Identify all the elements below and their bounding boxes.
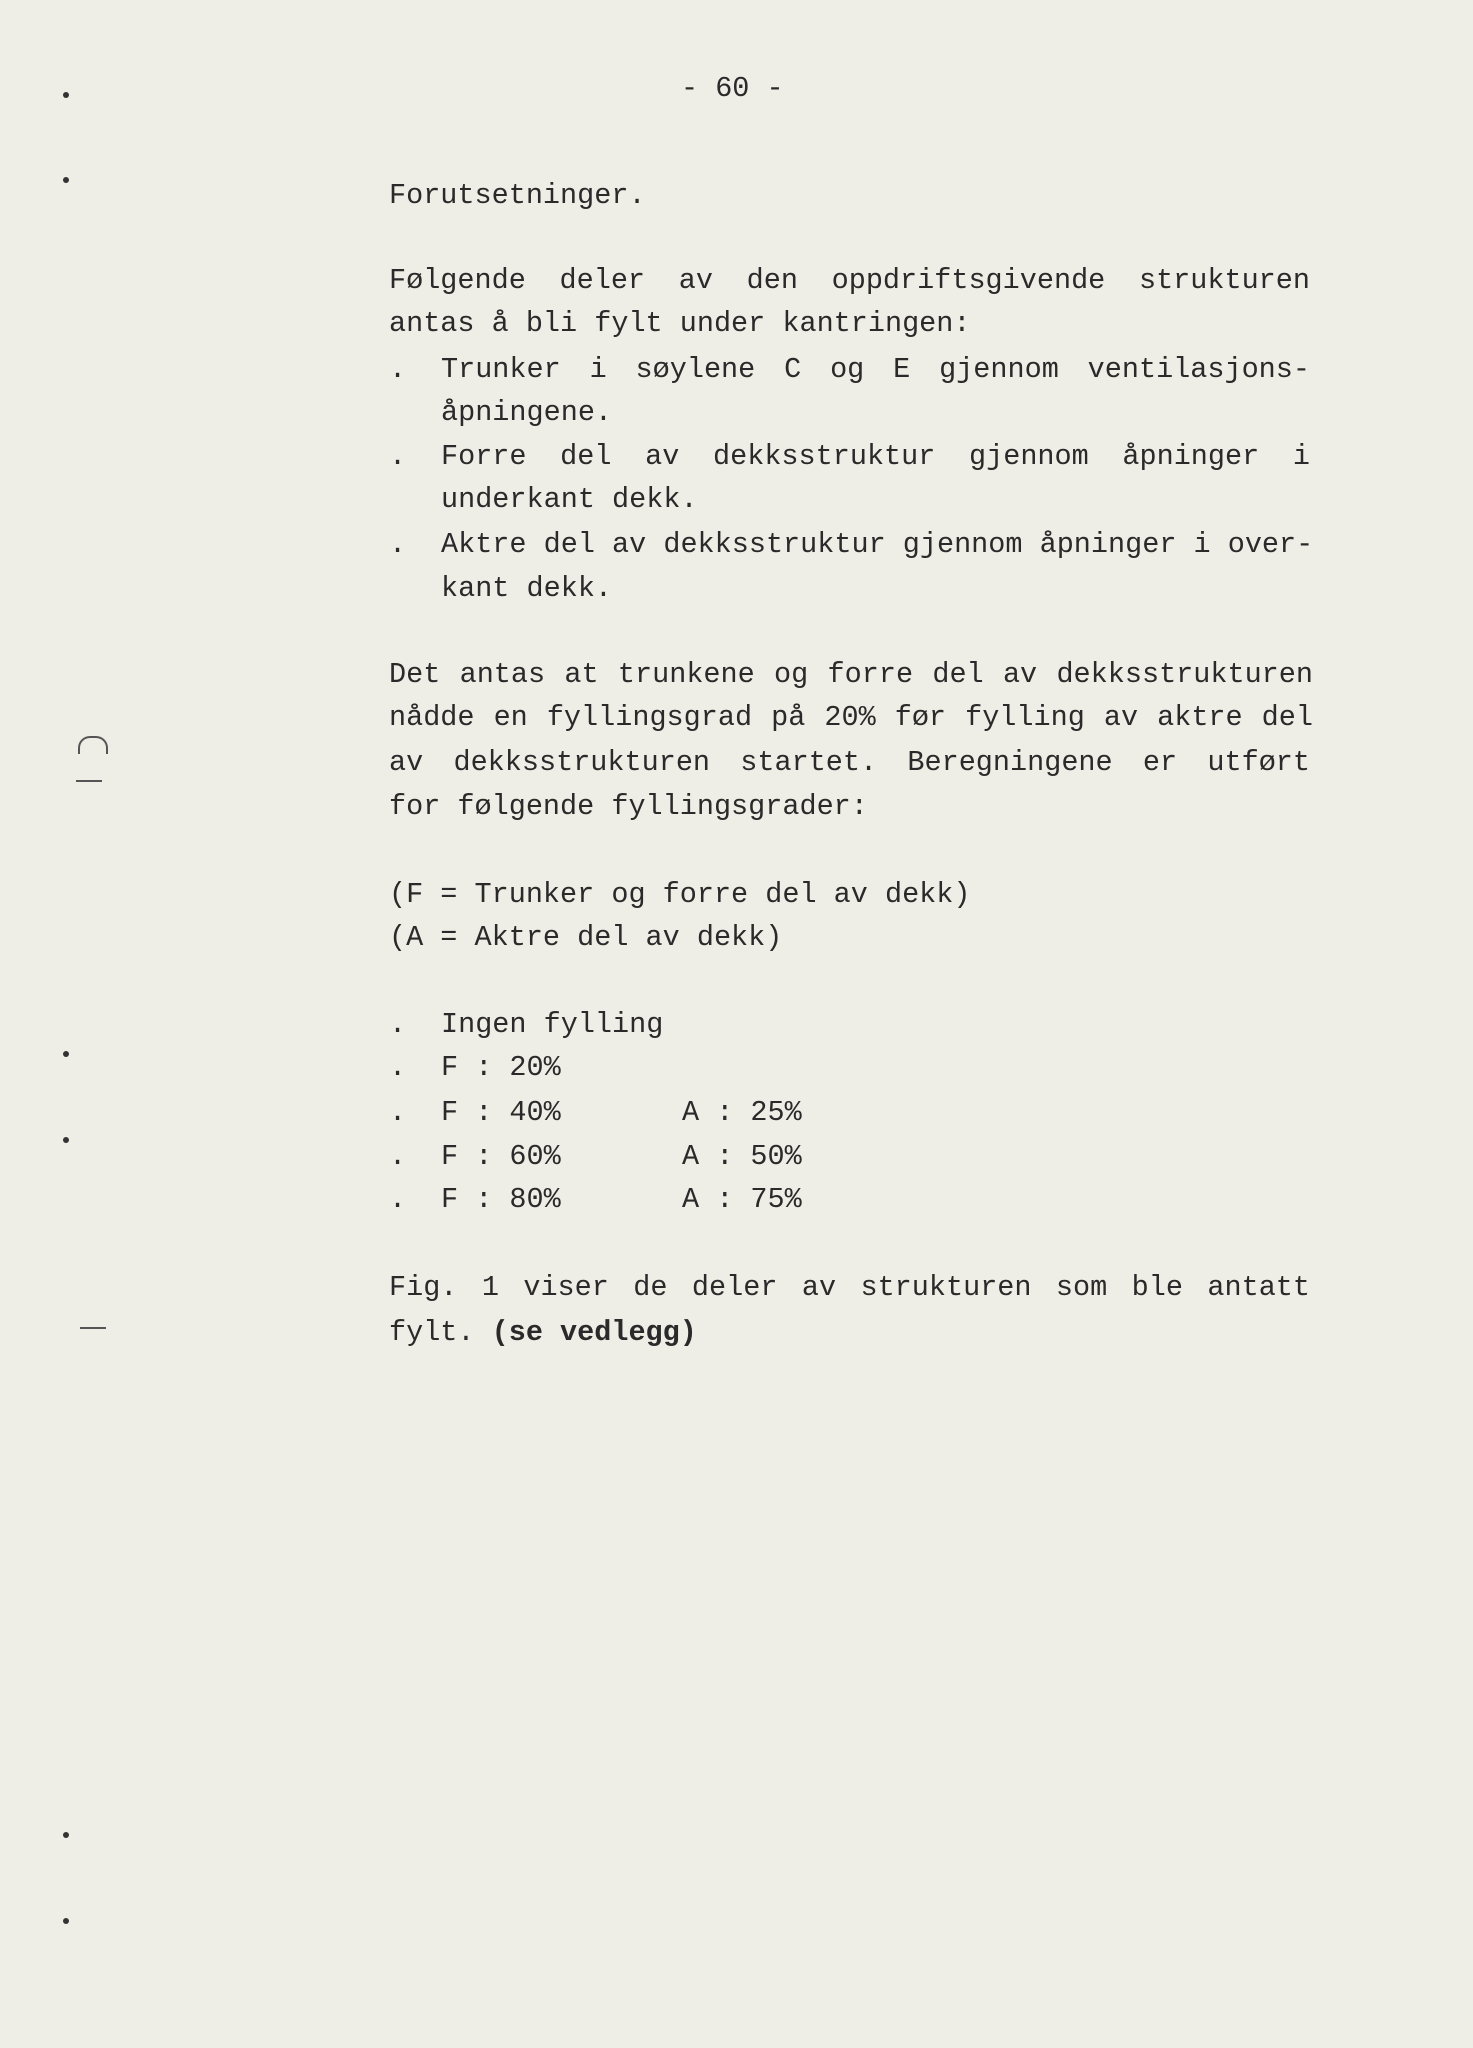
text-line: åpningene. bbox=[441, 396, 613, 429]
text-fragment: fylt. bbox=[389, 1316, 475, 1349]
bullet-marker: . bbox=[389, 1008, 407, 1041]
text-line: Forre del av dekksstruktur gjennom åpninger i bbox=[441, 440, 1310, 473]
margin-mark bbox=[76, 780, 102, 782]
margin-dot bbox=[63, 92, 69, 98]
text-line: for følgende fyllingsgrader: bbox=[389, 790, 868, 823]
clip-mark bbox=[78, 736, 108, 754]
margin-dot bbox=[63, 1137, 69, 1143]
bullet-marker: . bbox=[389, 528, 407, 561]
case-f: F : 40% bbox=[441, 1096, 561, 1129]
bullet-marker: . bbox=[389, 1096, 407, 1129]
case-a: A : 50% bbox=[682, 1140, 802, 1173]
margin-dot bbox=[63, 1051, 69, 1057]
bullet-marker: . bbox=[389, 1051, 407, 1084]
text-line: Det antas at trunkene og forre del av dekksstrukturen bbox=[389, 658, 1313, 691]
bullet-marker: . bbox=[389, 1140, 407, 1173]
page-number: - 60 - bbox=[681, 72, 784, 105]
text-line: kant dekk. bbox=[441, 572, 613, 605]
margin-mark bbox=[80, 1327, 106, 1329]
case-a: A : 75% bbox=[682, 1183, 802, 1216]
definition-a: (A = Aktre del av dekk) bbox=[389, 921, 783, 954]
text-line: Fig. 1 viser de deler av strukturen som ble antatt bbox=[389, 1271, 1310, 1304]
text-line: Trunker i søylene C og E gjennom ventilasjons- bbox=[441, 353, 1310, 386]
case-f: F : 20% bbox=[441, 1051, 561, 1084]
margin-dot bbox=[63, 1918, 69, 1924]
text-line bbox=[389, 1316, 697, 1350]
text-line: underkant dekk. bbox=[441, 483, 698, 516]
case-a: A : 25% bbox=[682, 1096, 802, 1129]
text-line: Aktre del av dekksstruktur gjennom åpninger i over- bbox=[441, 528, 1314, 561]
reference-note: (se vedlegg) bbox=[474, 1316, 697, 1349]
text-line: av dekksstrukturen startet. Beregningene er utført bbox=[389, 746, 1310, 779]
bullet-marker: . bbox=[389, 353, 407, 386]
case-f: F : 80% bbox=[441, 1183, 561, 1216]
margin-dot bbox=[63, 177, 69, 183]
margin-dot bbox=[63, 1832, 69, 1838]
text-line: nådde en fyllingsgrad på 20% før fylling av aktre del bbox=[389, 701, 1313, 734]
bullet-marker: . bbox=[389, 1183, 407, 1216]
text-line: Følgende deler av den oppdriftsgivende strukturen bbox=[389, 264, 1310, 297]
section-heading: Forutsetninger. bbox=[389, 179, 646, 212]
case-f: Ingen fylling bbox=[441, 1008, 664, 1041]
bullet-marker: . bbox=[389, 440, 407, 473]
case-f: F : 60% bbox=[441, 1140, 561, 1173]
text-line: antas å bli fylt under kantringen: bbox=[389, 307, 971, 340]
definition-f: (F = Trunker og forre del av dekk) bbox=[389, 878, 971, 911]
